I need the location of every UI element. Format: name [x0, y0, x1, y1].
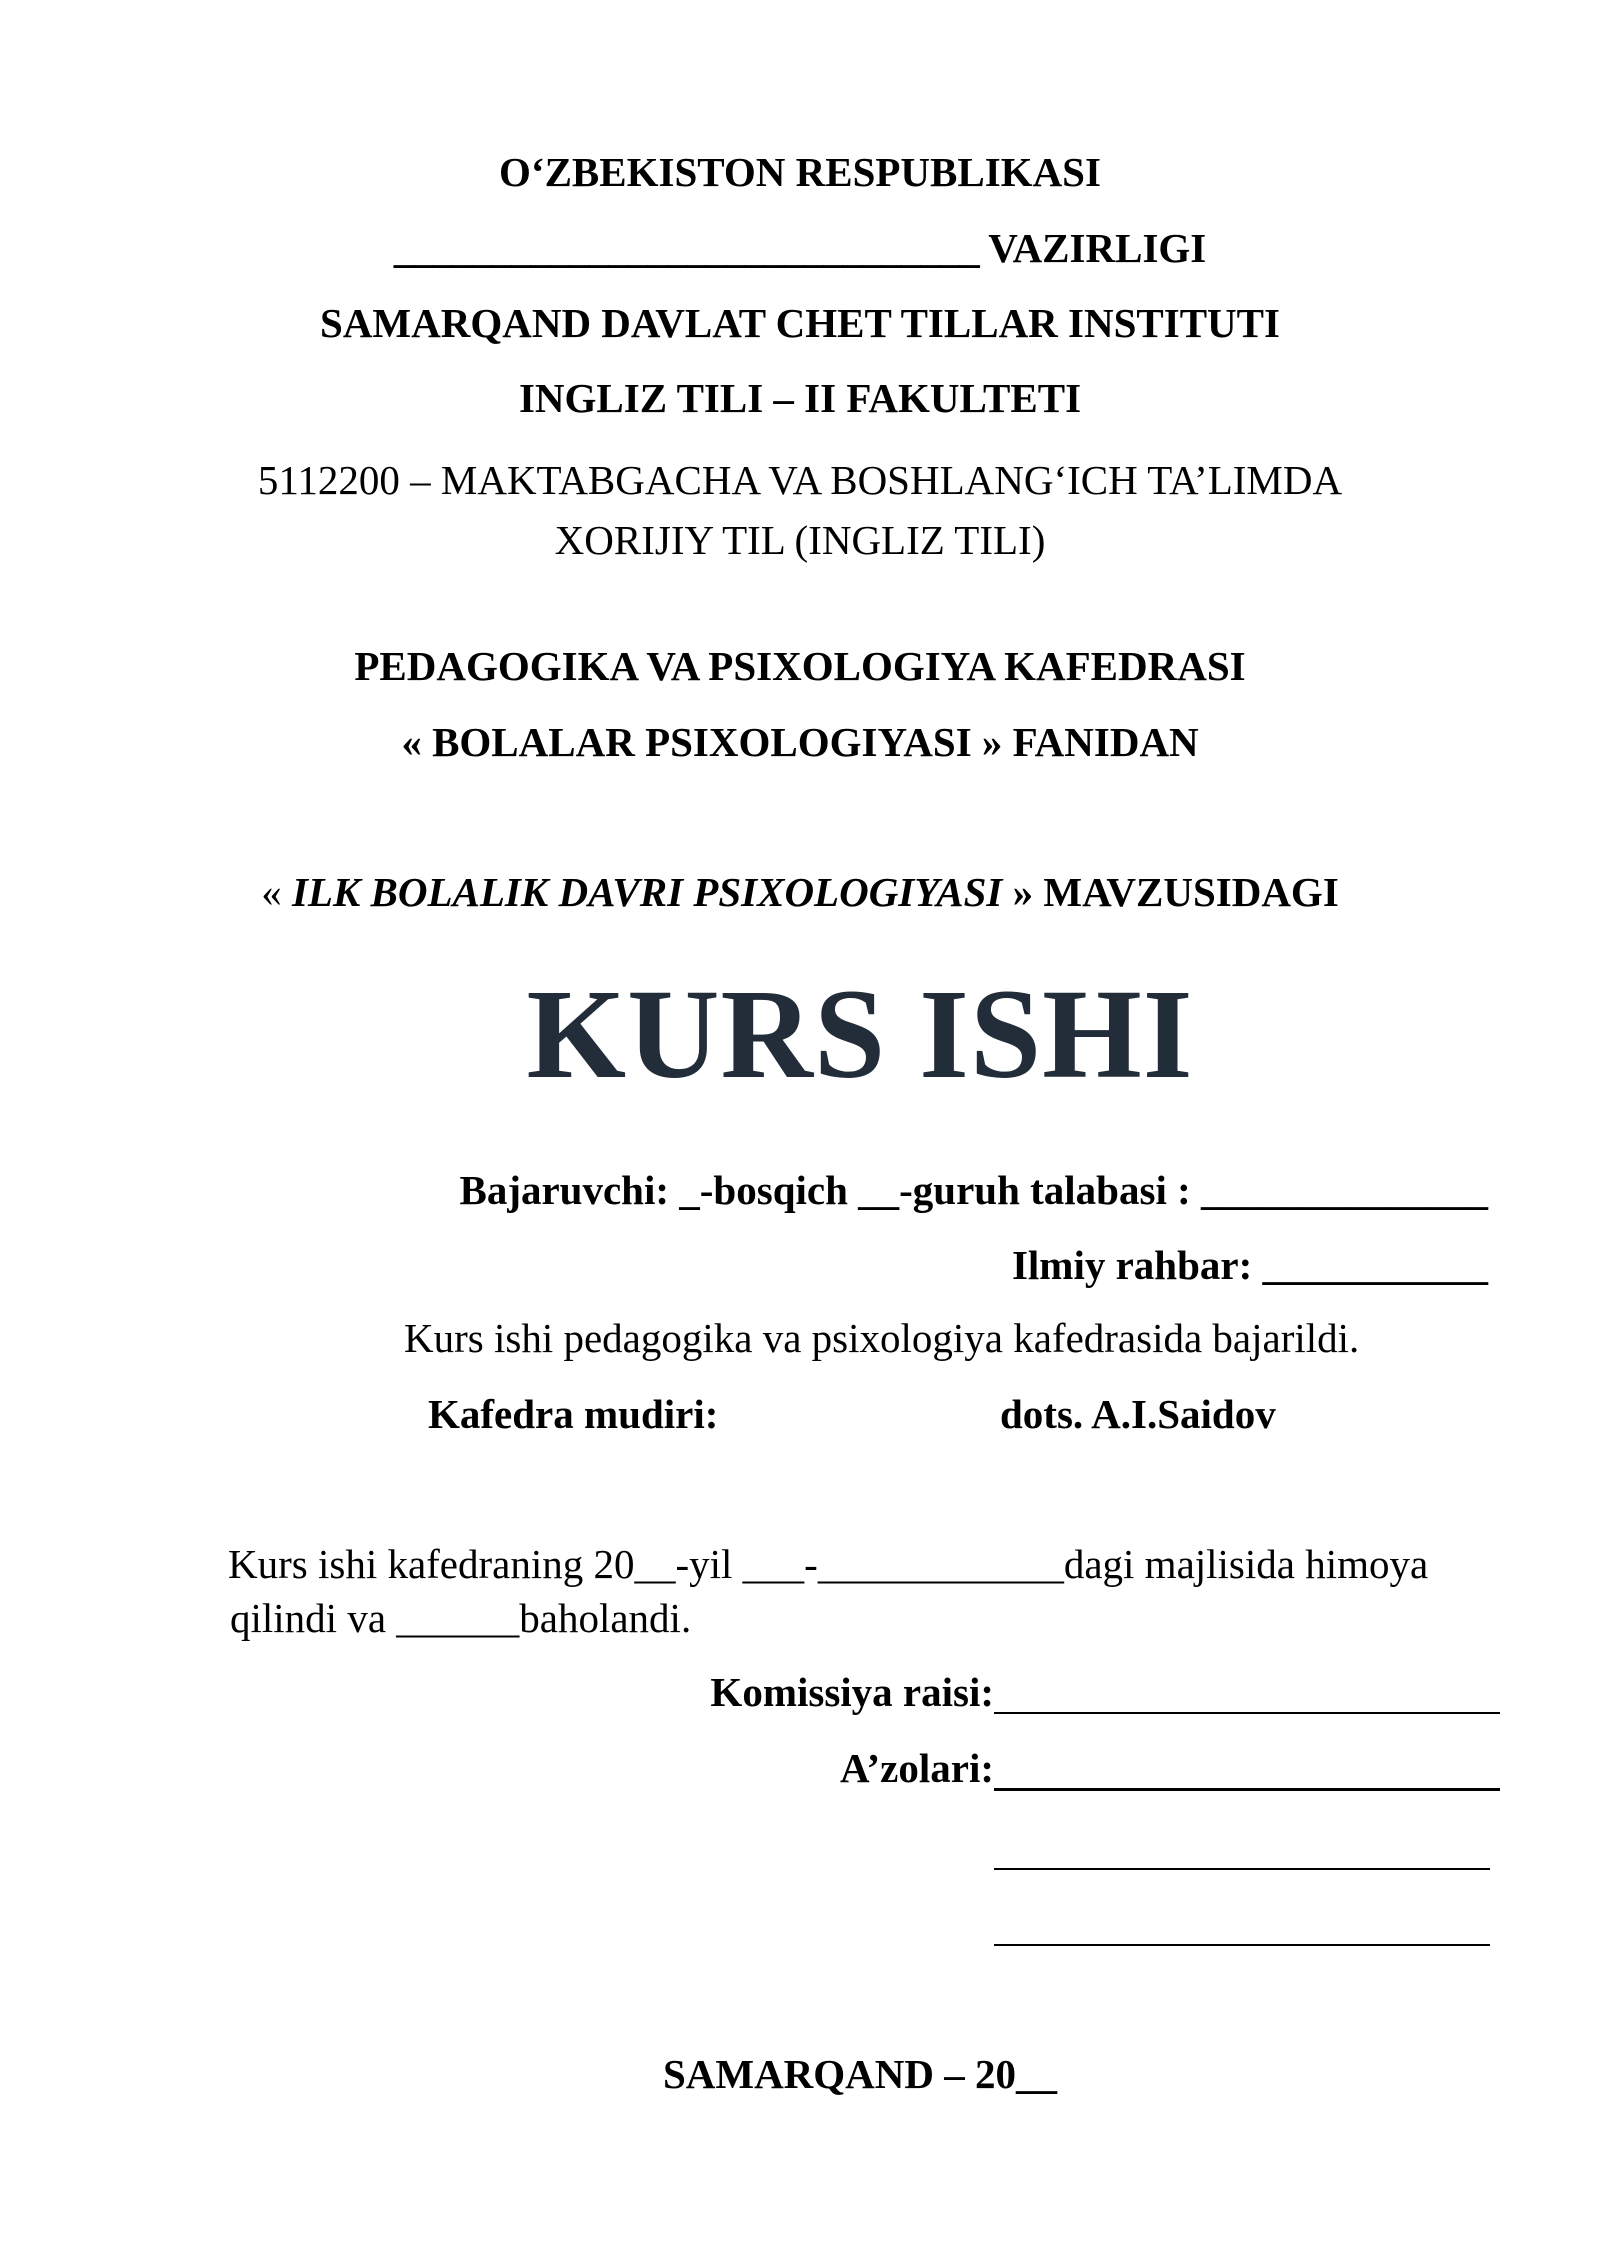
defense-line-2: qilindi va ______baholandi.	[230, 1595, 692, 1641]
performer-line: Bajaruvchi: _-bosqich __-guruh talabasi : ______________	[459, 1167, 1488, 1213]
main-title: KURS ISHI	[526, 963, 1194, 1105]
commission-member-line-2	[994, 1868, 1490, 1870]
commission-chair-line	[994, 1712, 1500, 1714]
specialty-line-2: XORIJIY TIL (INGLIZ TILI)	[554, 517, 1046, 563]
commission-member-line-1	[994, 1788, 1500, 1791]
institute-heading: SAMARQAND DAVLAT CHET TILLAR INSTITUTI	[320, 300, 1280, 346]
topic-title: ILK BOLALIK DAVRI PSIXOLOGIYASI	[291, 869, 1003, 915]
ministry-line	[0, 225, 1600, 271]
defense-line-1: Kurs ishi kafedraning 20__-yil ___-____________dagi majlisida himoya	[228, 1541, 1429, 1587]
specialty-line-1: 5112200 – MAKTABGACHA VA BOSHLANG‘ICH TA’LIMDA	[257, 457, 1343, 503]
advisor-line: Ilmiy rahbar: ___________	[1011, 1242, 1488, 1288]
completion-note: Kurs ishi pedagogika va psixologiya kafedrasida bajarildi.	[404, 1315, 1360, 1361]
topic-open-quote: «	[261, 869, 282, 915]
commission-members-label: A’zolari:	[839, 1745, 994, 1791]
faculty-heading: INGLIZ TILI – II FAKULTETI	[518, 375, 1082, 421]
republic-heading: O‘ZBEKISTON RESPUBLIKASI	[499, 149, 1101, 195]
head-name: dots. A.I.Saidov	[1000, 1391, 1276, 1437]
kafedra-heading: PEDAGOGIKA VA PSIXOLOGIYA KAFEDRASI	[354, 643, 1246, 689]
ministry-label: VAZIRLIGI	[988, 225, 1207, 271]
subject-heading: « BOLALAR PSIXOLOGIYASI » FANIDAN	[401, 719, 1199, 765]
topic-close: » MAVZUSIDAGI	[1012, 869, 1339, 915]
footer-city-year: SAMARQAND – 20__	[662, 2051, 1058, 2097]
topic-heading	[0, 869, 1600, 915]
head-label: Kafedra mudiri:	[428, 1391, 719, 1437]
commission-chair-label: Komissiya raisi:	[710, 1669, 994, 1715]
ministry-blank: ______________________________	[393, 225, 979, 271]
commission-member-line-3	[994, 1944, 1490, 1946]
